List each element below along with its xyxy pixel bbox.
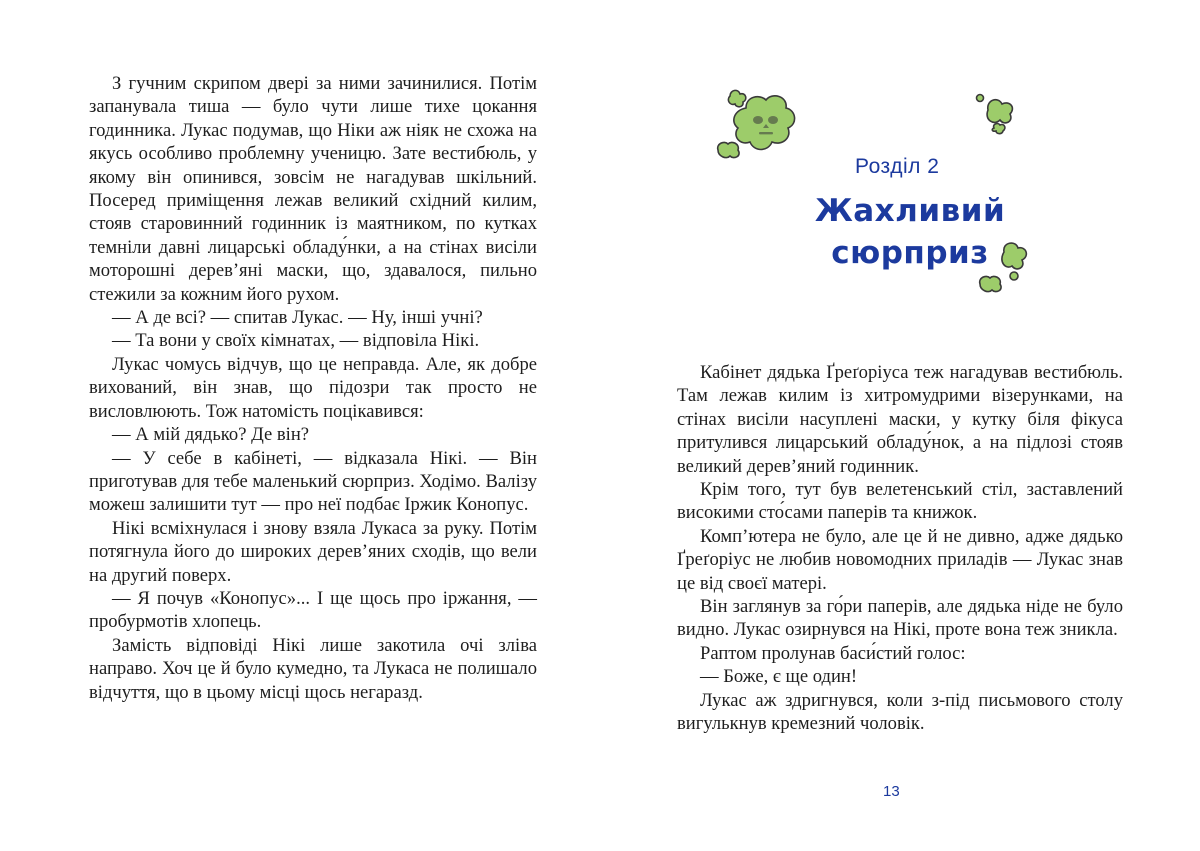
paragraph: Раптом пролунав баси́стий голос: (700, 642, 966, 664)
paragraph: Лукас чомусь відчув, що це неправда. Але, як добре вихований, він знав, що підозри так просто не висловлюють. Тож натомість поцікавився: (89, 353, 537, 422)
chapter-title-line: сюрприз (831, 235, 989, 271)
paragraph: — Боже, є ще один! (700, 666, 858, 688)
paragraph: — А мій дядько? Де він? (112, 424, 310, 446)
paragraph: Нікі всміхнулася і знову взяла Лукаса за руку. Потім потягнула його до широких дерев’яних сходів, що вели на другий поверх. (89, 517, 537, 586)
chapter-label: Розділ 2 (855, 155, 940, 178)
page-number: 13 (883, 783, 900, 800)
paragraph: Лукас аж здригнувся, коли з-під письмового столу вигулькнув кремезний чоловік. (677, 689, 1123, 735)
paragraph: — У себе в кабінеті, — відказала Нікі. — Він приготував для тебе маленький сюрприз. Ходімо. Валізу можеш залишити тут — про неї подбає Іржик Конопус. (89, 447, 537, 516)
paragraph: З гучним скрипом двері за ними зачинилися. Потім запанувала тиша — було чути лише тихе цокання годинника. Лукас подумав, що Ніки аж ніяк не схожа на якусь особливо проблемну ученицю. Зате вестибюль, у якому він опинився, зовсім не нагадував шкільний. Посеред приміщення лежав великий східний килим, стояв старовинний годинник із маятником, по кутках темніли давні лицарські обладу́нки, а на стінах висіли моторошні дерев’яні маски, що, здавалося, пильно стежили за кожним його рухом. (89, 73, 537, 305)
paragraph: — Я почув «Конопус»... І ще щось про іржання, — пробурмотів хлопець. (89, 587, 537, 633)
chapter-title-line: Жахливий (814, 193, 1006, 229)
skull-smoke-icon (710, 86, 802, 168)
right-page (600, 0, 1200, 851)
paragraph: Кабінет дядька Ґреґоріуса теж нагадував вестибюль. Там лежав килим із хитромудрими візерунками, на стінах висіли насуплені маски, у кутку біля фікуса притулився лицарський обладу́нок, а на підлозі стояв великий дерев’яний годинник. (677, 362, 1123, 477)
paragraph: Комп’ютера не було, але це й не дивно, адже дядько Ґреґоріус не любив новомодних приладів — Лукас знав це від своєї матері. (677, 525, 1123, 594)
paragraph: — А де всі? — спитав Лукас. — Ну, інші учні? (112, 307, 483, 329)
smoke-puff-icon (972, 92, 1020, 136)
left-page-text (89, 72, 537, 704)
paragraph: — Та вони у своїх кімнатах, — відповіла Нікі. (112, 330, 480, 352)
paragraph: Він заглянув за го́ри паперів, але дядька ніде не було видно. Лукас озирнувся на Нікі, проте вона теж зникла. (677, 596, 1123, 641)
right-page-text (677, 361, 1123, 736)
paragraph: Крім того, тут був велетенський стіл, заставлений високими сто́сами паперів та книжок. (677, 479, 1123, 524)
paragraph: Замість відповіді Нікі лише закотила очі зліва направо. Хоч це й було кумедно, та Лукаса не полишало відчуття, що в цьому місці щось негаразд. (89, 634, 537, 703)
chapter-title (780, 190, 1040, 274)
